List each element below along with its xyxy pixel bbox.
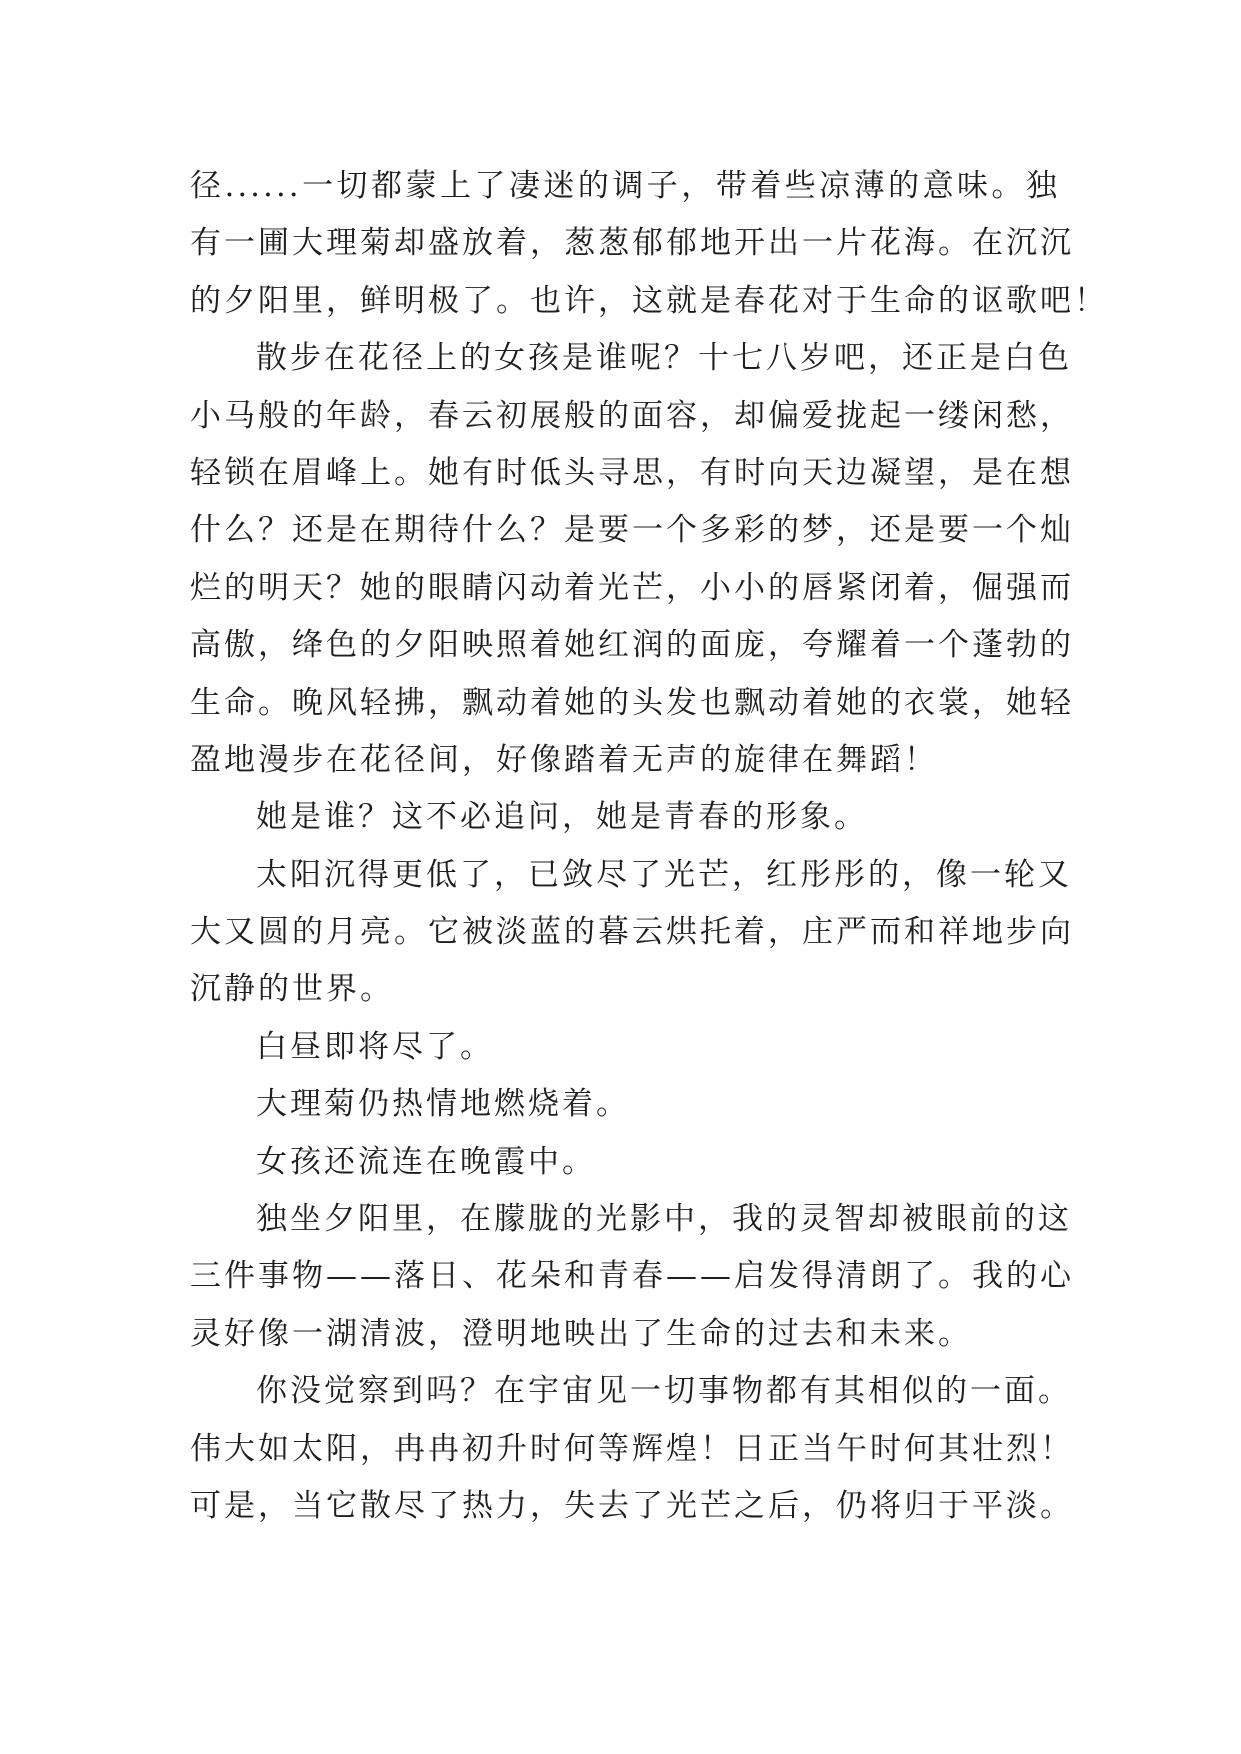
text-line: 小马般的年龄，春云初展般的面容，却偏爱拢起一缕闲愁， [190, 397, 1074, 434]
text-line: 高傲，绛色的夕阳映照着她红润的面庞，夸耀着一个蓬勃的 [190, 627, 1074, 664]
text-line: 轻锁在眉峰上。她有时低头寻思，有时向天边凝望，是在想 [190, 454, 1074, 491]
text-line: 沉静的世界。 [190, 971, 394, 1008]
text-line: 的夕阳里，鲜明极了。也许，这就是春花对于生命的讴歌吧！ [190, 282, 1108, 319]
text-line: 生命。晚风轻拂，飘动着她的头发也飘动着她的衣裳，她轻 [190, 684, 1074, 721]
body-text [190, 158, 1108, 1535]
text-line: 烂的明天？她的眼睛闪动着光芒，小小的唇紧闭着，倔强而 [190, 569, 1074, 606]
text-line: 灵好像一湖清波，澄明地映出了生命的过去和未来。 [190, 1315, 972, 1352]
text-line: 可是，当它散尽了热力，失去了光芒之后，仍将归于平淡。 [190, 1487, 1074, 1524]
paragraph-first-line: 白昼即将尽了。 [256, 1028, 494, 1065]
paragraph-first-line: 她是谁？这不必追问，她是青春的形象。 [256, 799, 868, 836]
paragraph-first-line: 女孩还流连在晚霞中。 [256, 1143, 596, 1180]
text-line: 盈地漫步在花径间，好像踏着无声的旋律在舞蹈！ [190, 741, 938, 778]
paragraph-first-line: 大理菊仍热情地燃烧着。 [256, 1086, 630, 1123]
text-line: 径......一切都蒙上了凄迷的调子，带着些凉薄的意味。独 [190, 168, 1060, 204]
paragraph-first-line: 独坐夕阳里，在朦胧的光影中，我的灵智却被眼前的这 [256, 1201, 1072, 1238]
text-line: 伟大如太阳，冉冉初升时何等辉煌！日正当午时何其壮烈！ [190, 1430, 1074, 1467]
text-line: 有一圃大理菊却盛放着，葱葱郁郁地开出一片花海。在沉沉 [190, 225, 1074, 262]
text-line: 大又圆的月亮。它被淡蓝的暮云烘托着，庄严而和祥地步向 [190, 914, 1074, 951]
paragraph-first-line: 散步在花径上的女孩是谁呢？十七八岁吧，还正是白色 [256, 340, 1072, 377]
paragraph-first-line: 太阳沉得更低了，已敛尽了光芒，红彤彤的，像一轮又 [256, 856, 1072, 893]
text-line: 什么？还是在期待什么？是要一个多彩的梦，还是要一个灿 [190, 512, 1074, 549]
paragraph-first-line: 你没觉察到吗？在宇宙见一切事物都有其相似的一面。 [256, 1373, 1072, 1410]
text-line: 三件事物——落日、花朵和青春——启发得清朗了。我的心 [190, 1258, 1074, 1295]
